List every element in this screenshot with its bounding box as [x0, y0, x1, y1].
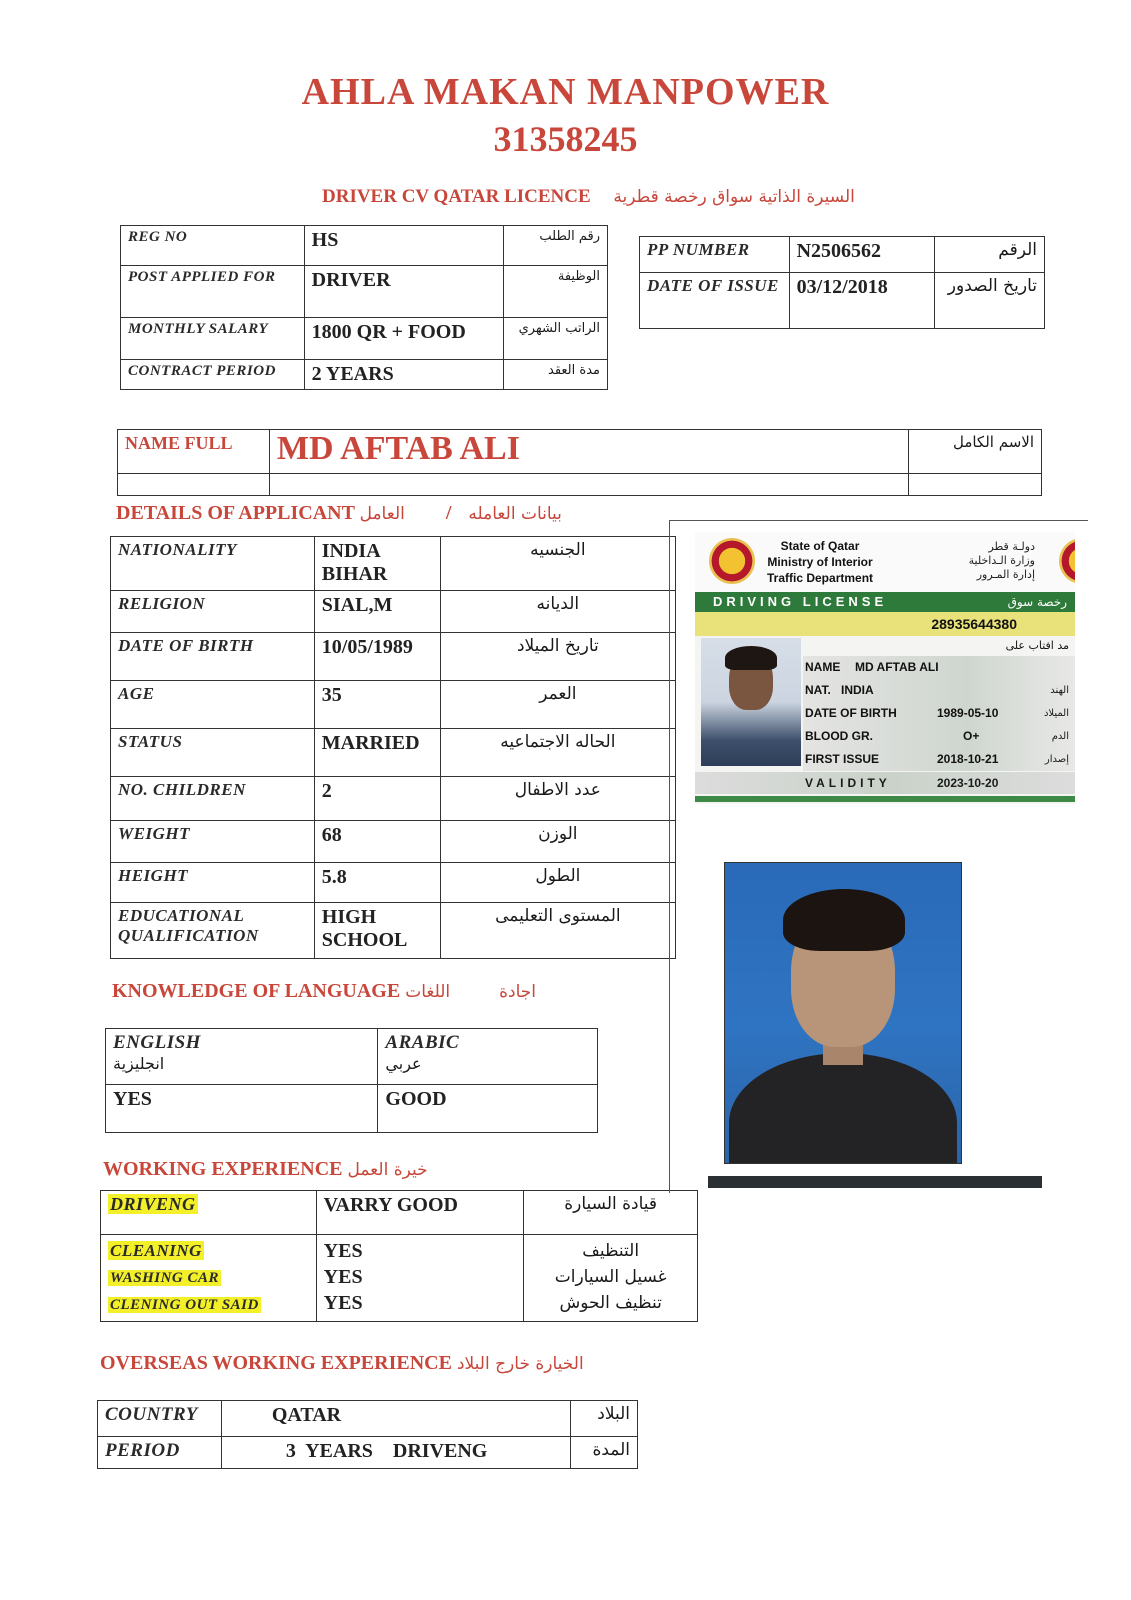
qatar-emblem-icon: [1059, 538, 1075, 584]
skill-driving: DRIVENG: [110, 1194, 196, 1214]
name-table: [117, 429, 1042, 496]
qatar-emblem-icon: [709, 538, 755, 584]
period-ar: المدة: [571, 1437, 638, 1469]
weight-value: 68: [314, 821, 440, 863]
country-label: COUNTRY: [98, 1401, 222, 1437]
cv-subtitle-ar: السيرة الذاتية سواق رخصة قطرية: [613, 187, 855, 207]
license-org-en: State of Qatar Ministry of Interior Traffic Department: [767, 539, 874, 585]
table-row: [121, 360, 608, 390]
table-row: [106, 1029, 598, 1085]
table-row: [111, 777, 676, 821]
skill-outside-ar: تنظيف الحوش: [559, 1293, 662, 1313]
lang-arabic-ar: عربي: [385, 1054, 422, 1073]
skill-washing-level: YES: [323, 1266, 363, 1288]
religion-value: SIAL,M: [314, 591, 440, 633]
children-ar: عدد الاطفال: [440, 777, 675, 821]
pp-number-ar: الرقم: [935, 237, 1045, 273]
license-name-ar: مد افتاب على: [1005, 639, 1069, 652]
status-label: STATUS: [111, 729, 315, 777]
table-row: [111, 633, 676, 681]
table-row: [111, 821, 676, 863]
license-row: DATE OF BIRTH 1989-05-10 الميلاد: [803, 702, 1075, 725]
skill-driving-ar: قيادة السيارة: [524, 1191, 698, 1235]
status-ar: الحاله الاجتماعيه: [440, 729, 675, 777]
religion-ar: الديانه: [440, 591, 675, 633]
country-ar: البلاد: [571, 1401, 638, 1437]
height-ar: الطول: [440, 863, 675, 903]
table-row: [101, 1235, 698, 1322]
passport-photo: [724, 862, 962, 1164]
children-label: NO. CHILDREN: [111, 777, 315, 821]
language-table: [105, 1028, 598, 1133]
table-row: [121, 266, 608, 318]
pp-number-label: PP NUMBER: [640, 237, 790, 273]
dob-ar: تاريخ الميلاد: [440, 633, 675, 681]
language-heading: KNOWLEDGE OF LANGUAGE اللغات اجادة: [112, 980, 536, 1002]
license-title: DRIVING LICENSE: [713, 594, 888, 609]
table-row: [121, 226, 608, 266]
nationality-value: INDIA BIHAR: [314, 537, 440, 591]
table-row: [101, 1191, 698, 1235]
education-label: EDUCATIONAL QUALIFICATION: [111, 903, 315, 959]
weight-label: WEIGHT: [111, 821, 315, 863]
religion-label: RELIGION: [111, 591, 315, 633]
period-value: 3 YEARS DRIVENG: [221, 1437, 570, 1469]
experience-heading: WORKING EXPERIENCE خيرة العمل: [103, 1158, 428, 1180]
post-value: DRIVER: [304, 266, 504, 318]
children-value: 2: [314, 777, 440, 821]
salary-label: MONTHLY SALARY: [121, 318, 305, 360]
period-label: PERIOD: [98, 1437, 222, 1469]
nationality-label: NATIONALITY: [111, 537, 315, 591]
license-row: BLOOD GR. O+ الدم: [803, 725, 1075, 748]
license-number: 28935644380: [931, 616, 1017, 632]
table-row: [98, 1401, 638, 1437]
table-row: [118, 474, 1042, 496]
passport-table: [639, 236, 1045, 329]
full-name-value: MD AFTAB ALI: [269, 430, 908, 474]
company-name: AHLA MAKAN MANPOWER: [301, 71, 830, 113]
reg-no-value: HS: [304, 226, 504, 266]
table-row: [640, 273, 1045, 329]
lang-arabic-level: GOOD: [378, 1085, 598, 1133]
skill-outside: CLENING OUT SAID: [110, 1297, 259, 1313]
table-row: [111, 863, 676, 903]
table-row: [121, 318, 608, 360]
details-heading: DETAILS OF APPLICANT العامل / بيانات العامله: [116, 502, 562, 524]
age-label: AGE: [111, 681, 315, 729]
dob-label: DATE OF BIRTH: [111, 633, 315, 681]
cv-subtitle-en: DRIVER CV QATAR LICENCE: [322, 186, 591, 207]
job-table: [120, 225, 608, 390]
driving-license-card: [695, 532, 1075, 804]
lang-arabic: ARABIC: [385, 1032, 460, 1053]
country-value: QATAR: [221, 1401, 570, 1437]
status-value: MARRIED: [314, 729, 440, 777]
table-row: [111, 681, 676, 729]
overseas-heading: OVERSEAS WORKING EXPERIENCE الخيارة خارج البلاد: [100, 1352, 584, 1374]
license-photo: [701, 638, 801, 766]
table-row: [640, 237, 1045, 273]
salary-value: 1800 QR + FOOD: [304, 318, 504, 360]
age-ar: العمر: [440, 681, 675, 729]
cv-subtitle: [322, 186, 855, 208]
lang-english-ar: انجليزية: [113, 1054, 165, 1073]
details-table: [110, 536, 676, 959]
license-validity: VALIDITY 2023-10-20: [695, 772, 1075, 794]
pp-number-value: N2506562: [789, 237, 935, 273]
table-row: [111, 729, 676, 777]
education-value: HIGH SCHOOL: [314, 903, 440, 959]
license-row: FIRST ISSUE 2018-10-21 إصدار: [803, 748, 1075, 771]
table-row: [111, 903, 676, 959]
issue-date-label: DATE OF ISSUE: [640, 273, 790, 329]
reg-no-label: REG NO: [121, 226, 305, 266]
skill-cleaning-ar: التنظيف: [582, 1241, 640, 1261]
skill-washing-ar: غسيل السيارات: [554, 1267, 667, 1287]
table-row: [106, 1085, 598, 1133]
issue-date-value: 03/12/2018: [789, 273, 935, 329]
license-row: NAT. INDIA الهند: [803, 679, 1075, 702]
salary-ar: الراتب الشهري: [504, 318, 608, 360]
issue-date-ar: تاريخ الصدور: [935, 273, 1045, 329]
table-row: [98, 1437, 638, 1469]
table-row: [111, 591, 676, 633]
lang-english: ENGLISH: [113, 1032, 201, 1053]
license-fields: [803, 656, 1075, 771]
table-row: [118, 430, 1042, 474]
overseas-table: [97, 1400, 638, 1469]
skill-washing: WASHING CAR: [110, 1270, 220, 1286]
height-label: HEIGHT: [111, 863, 315, 903]
contract-ar: مدة العقد: [504, 360, 608, 390]
weight-ar: الوزن: [440, 821, 675, 863]
skill-driving-level: VARRY GOOD: [316, 1191, 524, 1235]
license-row: NAME MD AFTAB ALI: [803, 656, 1075, 679]
photo-bottom-bar: [708, 1176, 1042, 1188]
reg-no-ar: رقم الطلب: [504, 226, 608, 266]
skill-outside-level: YES: [323, 1292, 363, 1314]
education-ar: المستوى التعليمى: [440, 903, 675, 959]
dob-value: 10/05/1989: [314, 633, 440, 681]
skill-cleaning-level: YES: [323, 1240, 363, 1262]
post-ar: الوظيفة: [504, 266, 608, 318]
license-org-ar: دولـة قطر وزارة الـداخلية إدارة المـرور: [968, 540, 1035, 581]
height-value: 5.8: [314, 863, 440, 903]
nationality-ar: الجنسيه: [440, 537, 675, 591]
experience-table: [100, 1190, 698, 1322]
skill-cleaning: CLEANING: [110, 1241, 202, 1260]
contract-value: 2 YEARS: [304, 360, 504, 390]
full-name-ar: الاسم الكامل: [909, 430, 1042, 474]
table-row: [111, 537, 676, 591]
company-phone: 31358245: [493, 119, 638, 159]
lang-english-level: YES: [106, 1085, 378, 1133]
contract-label: CONTRACT PERIOD: [121, 360, 305, 390]
full-name-label: NAME FULL: [118, 430, 270, 474]
license-title-ar: رخصة سوق: [1007, 595, 1067, 609]
post-label: POST APPLIED FOR: [121, 266, 305, 318]
age-value: 35: [314, 681, 440, 729]
